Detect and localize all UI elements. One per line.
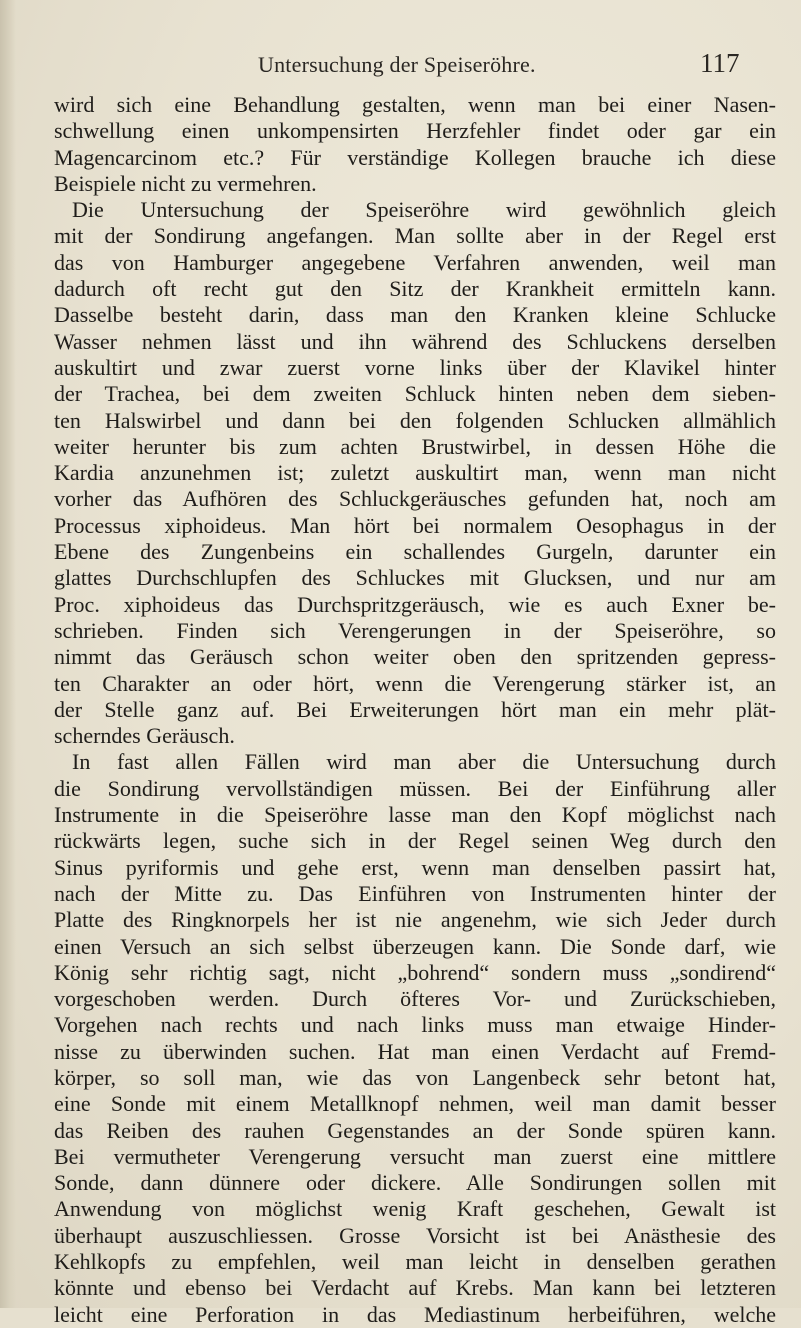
text-line: der Trachea, bei dem zweiten Schluck hinten neben dem sieben-	[54, 381, 776, 407]
text-line: Ebene des Zungenbeins ein schallendes Gurgeln, darunter ein	[54, 539, 776, 565]
text-line: rückwärts legen, suche sich in der Regel seinen Weg durch den	[54, 828, 776, 854]
text-line: Beispiele nicht zu vermehren.	[54, 170, 317, 196]
text-line: nimmt das Geräusch schon weiter oben den spritzenden gepress-	[54, 644, 776, 670]
text-line: die Sondirung vervollständigen müssen. Bei der Einführung aller	[54, 775, 776, 801]
text-line: dadurch oft recht gut den Sitz der Krankheit ermitteln kann.	[54, 276, 776, 302]
text-line: Instrumente in die Speiseröhre lasse man den Kopf möglichst nach	[54, 802, 776, 828]
text-line: könnte und ebenso bei Verdacht auf Krebs. Man kann bei letzteren	[54, 1275, 776, 1301]
text-line: ten Halswirbel und dann bei den folgenden Schlucken allmählich	[54, 407, 776, 433]
text-line: körper, so soll man, wie das von Langenbeck sehr betont hat,	[54, 1064, 776, 1090]
text-line: Sonde, dann dünnere oder dickere. Alle Sondirungen sollen mit	[54, 1170, 776, 1196]
body-text	[54, 92, 776, 1328]
text-line: König sehr richtig sagt, nicht „bohrend“ sondern muss „sondirend“	[54, 959, 776, 985]
text-line: leicht eine Perforation in das Mediastinum herbeiführen, welche	[54, 1301, 776, 1327]
text-line: mit der Sondirung angefangen. Man sollte aber in der Regel erst	[54, 223, 776, 249]
text-line: Anwendung von möglichst wenig Kraft geschehen, Gewalt ist	[54, 1196, 776, 1222]
text-line: schwellung einen unkompensirten Herzfehler findet oder gar ein	[54, 118, 776, 144]
text-line: nach der Mitte zu. Das Einführen von Instrumenten hinter der	[54, 880, 776, 906]
text-line: Sinus pyriformis und gehe erst, wenn man denselben passirt hat,	[54, 854, 776, 880]
text-line: Bei vermutheter Verengerung versucht man zuerst eine mittlere	[54, 1143, 776, 1169]
text-line: In fast allen Fällen wird man aber die Untersuchung durch	[72, 749, 776, 775]
text-line: weiter herunter bis zum achten Brustwirbel, in dessen Höhe die	[54, 433, 776, 459]
text-line: schrieben. Finden sich Verengerungen in der Speiseröhre, so	[54, 617, 776, 643]
text-line: wird sich eine Behandlung gestalten, wenn man bei einer Nasen-	[54, 92, 776, 117]
text-line: eine Sonde mit einem Metallknopf nehmen, weil man damit besser	[54, 1091, 776, 1117]
text-line: auskultirt und zwar zuerst vorne links über der Klavikel hinter	[54, 354, 776, 380]
text-line: nisse zu überwinden suchen. Hat man einen Verdacht auf Fremd-	[54, 1038, 776, 1064]
text-line: Kehlkopfs zu empfehlen, weil man leicht in denselben gerathen	[54, 1249, 776, 1275]
text-line: vorher das Aufhören des Schluckgeräusches gefunden hat, noch am	[54, 486, 776, 512]
text-line: vorgeschoben werden. Durch öfteres Vor- und Zurückschieben,	[54, 986, 776, 1012]
text-line: Kardia anzunehmen ist; zuletzt auskultirt man, wenn man nicht	[54, 460, 776, 486]
text-line: ten Charakter an oder hört, wenn die Verengerung stärker ist, an	[54, 670, 776, 696]
text-line: Proc. xiphoideus das Durchspritzgeräusch, wie es auch Exner be-	[54, 591, 776, 617]
page-number: 117	[700, 48, 740, 78]
text-line: Platte des Ringknorpels her ist nie angenehm, wie sich Jeder durch	[54, 907, 776, 933]
text-line: das von Hamburger angegebene Verfahren anwenden, weil man	[54, 249, 776, 275]
text-line: Processus xiphoideus. Man hört bei normalem Oesophagus in der	[54, 512, 776, 538]
text-line: glattes Durchschlupfen des Schluckes mit Glucksen, und nur am	[54, 565, 776, 591]
text-line: einen Versuch an sich selbst überzeugen kann. Die Sonde darf, wie	[54, 933, 776, 959]
text-line: Die Untersuchung der Speiseröhre wird gewöhnlich gleich	[72, 197, 776, 223]
text-line: Vorgehen nach rechts und nach links muss man etwaige Hinder-	[54, 1012, 776, 1038]
text-line: überhaupt auszuschliessen. Grosse Vorsicht ist bei Anästhesie des	[54, 1222, 776, 1248]
page-edge-shadow	[0, 0, 16, 1308]
text-line: der Stelle ganz auf. Bei Erweiterungen hört man ein mehr plät-	[54, 696, 776, 722]
text-line: das Reiben des rauhen Gegenstandes an der Sonde spüren kann.	[54, 1117, 776, 1143]
text-line: Dasselbe besteht darin, dass man den Kranken kleine Schlucke	[54, 302, 776, 328]
running-title: Untersuchung der Speiseröhre.	[258, 52, 536, 77]
text-line: Magencarcinom etc.? Für verständige Kollegen brauche ich diese	[54, 144, 776, 170]
text-line: scherndes Geräusch.	[54, 723, 235, 749]
text-line: Wasser nehmen lässt und ihn während des Schluckens derselben	[54, 328, 776, 354]
